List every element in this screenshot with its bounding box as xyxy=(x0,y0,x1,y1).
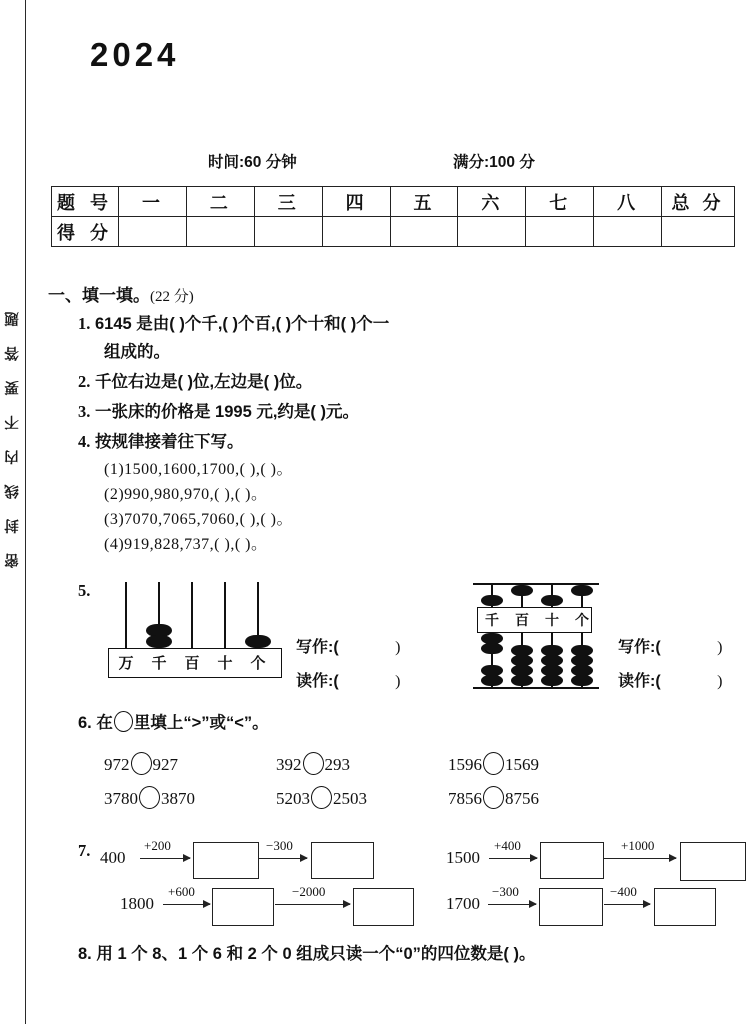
abacus2-upper-bead xyxy=(481,595,503,606)
score-cell-6[interactable] xyxy=(526,217,594,247)
section-heading-1 xyxy=(48,281,194,306)
compare-right-3: 3870 xyxy=(161,789,195,808)
flow-1-arrow-1 xyxy=(489,858,537,859)
section-title: 一、填一填。 xyxy=(48,286,150,305)
flow-2-arrow-2 xyxy=(275,904,350,905)
question-3-text: 一张床的价格是 1995 元,约是( )元。 xyxy=(94,403,360,421)
flow-1-answer-box-2[interactable] xyxy=(680,842,746,881)
compare-pair-1 xyxy=(276,752,350,775)
compare-circle-icon[interactable] xyxy=(483,752,504,775)
compare-right-0: 927 xyxy=(152,755,178,774)
abacus2-upper-bead xyxy=(541,595,563,606)
compare-left-0: 972 xyxy=(104,755,130,774)
score-table-row-label-0: 题 号 xyxy=(52,187,119,217)
abacus2-place-label-ge: 个 xyxy=(575,612,589,628)
flow-1-op-2: +1000 xyxy=(621,838,655,853)
question-4-sequence-3: (3)7070,7065,7060,( ),( )。 xyxy=(104,511,293,528)
flow-1-start: 1500 xyxy=(446,848,480,867)
flow-3-op-2: −400 xyxy=(610,884,637,899)
abacus1-place-label-bai: 百 xyxy=(184,655,200,672)
compare-circle-icon[interactable] xyxy=(139,786,160,809)
score-cell-7[interactable] xyxy=(594,217,662,247)
question-4 xyxy=(78,428,243,452)
question-6-number: 6. xyxy=(78,714,92,732)
question-8-number: 8. xyxy=(78,945,92,963)
score-table-col-0: 一 xyxy=(119,187,187,217)
score-cell-0[interactable] xyxy=(119,217,187,247)
compare-pair-4 xyxy=(276,786,367,809)
write-close-2: ) xyxy=(717,639,723,656)
question-2 xyxy=(78,368,312,392)
page-content xyxy=(48,0,736,1024)
compare-pair-2 xyxy=(448,752,539,775)
read-close-1: ) xyxy=(395,673,401,690)
compare-left-3: 3780 xyxy=(104,789,138,808)
flow-0-answer-box-2[interactable] xyxy=(311,842,374,879)
question-1-text-2: 组成的。 xyxy=(104,343,170,361)
abacus1-place-label-ge: 个 xyxy=(250,655,266,672)
score-table-col-4: 五 xyxy=(390,187,458,217)
compare-pair-5 xyxy=(448,786,539,809)
compare-circle-icon[interactable] xyxy=(303,752,324,775)
compare-circle-icon[interactable] xyxy=(483,786,504,809)
flow-2-op-1: +600 xyxy=(168,884,195,899)
score-cell-4[interactable] xyxy=(390,217,458,247)
score-table xyxy=(51,186,735,247)
score-cell-2[interactable] xyxy=(254,217,322,247)
question-2-text: 千位右边是( )位,左边是( )位。 xyxy=(94,373,313,391)
write-text-1: 写作:( xyxy=(296,639,339,656)
compare-left-1: 392 xyxy=(276,755,302,774)
question-4-sequence-2: (2)990,980,970,( ),( )。 xyxy=(104,486,268,503)
question-4-sequence-1: (1)1500,1600,1700,( ),( )。 xyxy=(104,461,293,478)
flow-0-arrow-1 xyxy=(140,858,190,859)
compare-left-2: 1596 xyxy=(448,755,482,774)
score-cell-1[interactable] xyxy=(186,217,254,247)
question-6-prompt-after: 里填上“>”或“<”。 xyxy=(133,714,269,732)
section-points: (22 分) xyxy=(150,289,194,305)
flow-diagram-0 xyxy=(100,838,430,882)
compare-left-5: 7856 xyxy=(448,789,482,808)
compare-circle-icon[interactable] xyxy=(311,786,332,809)
flow-diagram-2 xyxy=(120,884,440,928)
write-close-1: ) xyxy=(395,639,401,656)
question-1-line-2 xyxy=(104,338,170,362)
flow-3-arrow-1 xyxy=(488,904,536,905)
flow-1-arrow-2 xyxy=(604,858,676,859)
flow-3-answer-box-1[interactable] xyxy=(539,888,603,926)
abacus2-lower-bead xyxy=(511,675,533,686)
abacus2-lower-bead xyxy=(541,675,563,686)
question-5-read-label-2 xyxy=(618,668,722,691)
abacus1-rod-3 xyxy=(224,582,226,654)
flow-0-op-2: −300 xyxy=(266,838,293,853)
score-table-row-label-1: 得 分 xyxy=(52,217,119,247)
table-row-question-numbers xyxy=(52,187,735,217)
score-cell-5[interactable] xyxy=(458,217,526,247)
question-3-number: 3. xyxy=(78,402,91,421)
question-8 xyxy=(78,940,536,964)
abacus1-place-label-shi: 十 xyxy=(217,655,233,672)
abacus1-rod-0 xyxy=(125,582,127,654)
question-3 xyxy=(78,398,359,422)
question-5-number: 5. xyxy=(78,581,91,600)
question-1-text-1: 6145 是由( )个千,( )个百,( )个十和( )个一 xyxy=(94,315,390,333)
score-table-col-2: 三 xyxy=(254,187,322,217)
question-7-number: 7. xyxy=(78,841,91,860)
question-4-number: 4. xyxy=(78,432,91,451)
flow-0-op-1: +200 xyxy=(144,838,171,853)
abacus2-lower-bead xyxy=(571,675,593,686)
abacus2-place-label-shi: 十 xyxy=(545,612,559,628)
compare-right-1: 293 xyxy=(324,755,350,774)
score-table-col-3: 四 xyxy=(322,187,390,217)
question-5-write-label-2 xyxy=(618,634,722,657)
abacus1-place-label-wan: 万 xyxy=(118,655,134,672)
compare-left-4: 5203 xyxy=(276,789,310,808)
abacus2-lower-bead xyxy=(481,675,503,686)
flow-3-op-1: −300 xyxy=(492,884,519,899)
flow-3-answer-box-2[interactable] xyxy=(654,888,716,926)
exam-meta xyxy=(48,150,708,174)
seal-line-divider xyxy=(25,0,26,1024)
flow-1-answer-box-1[interactable] xyxy=(540,842,604,879)
abacus2-place-label-bai: 百 xyxy=(515,612,529,628)
compare-pair-3 xyxy=(104,786,195,809)
score-table-col-7: 八 xyxy=(594,187,662,217)
compare-pair-0 xyxy=(104,752,178,775)
question-5-write-label-1 xyxy=(296,634,400,657)
abacus1-bead xyxy=(146,635,172,648)
flow-1-op-1: +400 xyxy=(494,838,521,853)
score-table-col-total: 总 分 xyxy=(662,187,735,217)
write-text-2: 写作:( xyxy=(618,639,661,656)
exam-duration: 时间:60 分钟 xyxy=(208,154,297,171)
question-2-number: 2. xyxy=(78,372,91,391)
question-5-read-label-1 xyxy=(296,668,400,691)
abacus1-bead xyxy=(245,635,271,648)
abacus-rods-diagram xyxy=(108,582,288,692)
seal-line-text: 密封线内不要答题 xyxy=(5,292,21,568)
score-table-col-1: 二 xyxy=(186,187,254,217)
flow-0-answer-box-1[interactable] xyxy=(193,842,259,879)
flow-0-start: 400 xyxy=(100,848,126,867)
abacus2-place-label-qian: 千 xyxy=(485,612,499,628)
score-table-col-6: 七 xyxy=(526,187,594,217)
flow-2-answer-box-1[interactable] xyxy=(212,888,274,926)
abacus2-upper-bead xyxy=(511,585,533,596)
abacus2-lower-bead xyxy=(481,643,503,654)
flow-2-answer-box-2[interactable] xyxy=(353,888,414,926)
flow-2-start: 1800 xyxy=(120,894,154,913)
compare-right-2: 1569 xyxy=(505,755,539,774)
compare-right-5: 8756 xyxy=(505,789,539,808)
flow-diagram-3 xyxy=(446,884,750,928)
question-1-number: 1. xyxy=(78,314,91,333)
read-close-2: ) xyxy=(717,673,723,690)
read-text-2: 读作:( xyxy=(618,673,661,690)
flow-3-arrow-2 xyxy=(604,904,650,905)
circle-icon xyxy=(114,711,133,732)
question-4-text: 按规律接着往下写。 xyxy=(94,433,244,451)
question-1-line-1 xyxy=(78,310,389,334)
abacus1-place-label-qian: 千 xyxy=(151,655,167,672)
question-8-text: 用 1 个 8、1 个 6 和 2 个 0 组成只读一个“0”的四位数是( )。 xyxy=(96,945,536,963)
flow-diagram-1 xyxy=(446,838,750,882)
question-4-sequence-4: (4)919,828,737,( ),( )。 xyxy=(104,536,268,553)
compare-right-4: 2503 xyxy=(333,789,367,808)
score-cell-total[interactable] xyxy=(662,217,735,247)
flow-2-op-2: −2000 xyxy=(292,884,326,899)
score-cell-3[interactable] xyxy=(322,217,390,247)
abacus-suanpan-diagram xyxy=(473,583,603,691)
read-text-1: 读作:( xyxy=(296,673,339,690)
table-row-scores xyxy=(52,217,735,247)
compare-circle-icon[interactable] xyxy=(131,752,152,775)
flow-3-start: 1700 xyxy=(446,894,480,913)
abacus2-upper-bead xyxy=(571,585,593,596)
flow-0-arrow-2 xyxy=(259,858,307,859)
question-6-prompt-before: 在 xyxy=(96,714,113,732)
exam-year: 2024 xyxy=(90,36,180,73)
question-6 xyxy=(78,709,269,733)
flow-2-arrow-1 xyxy=(163,904,210,905)
abacus1-rod-2 xyxy=(191,582,193,654)
score-table-col-5: 六 xyxy=(458,187,526,217)
exam-full-marks: 满分:100 分 xyxy=(453,154,535,171)
